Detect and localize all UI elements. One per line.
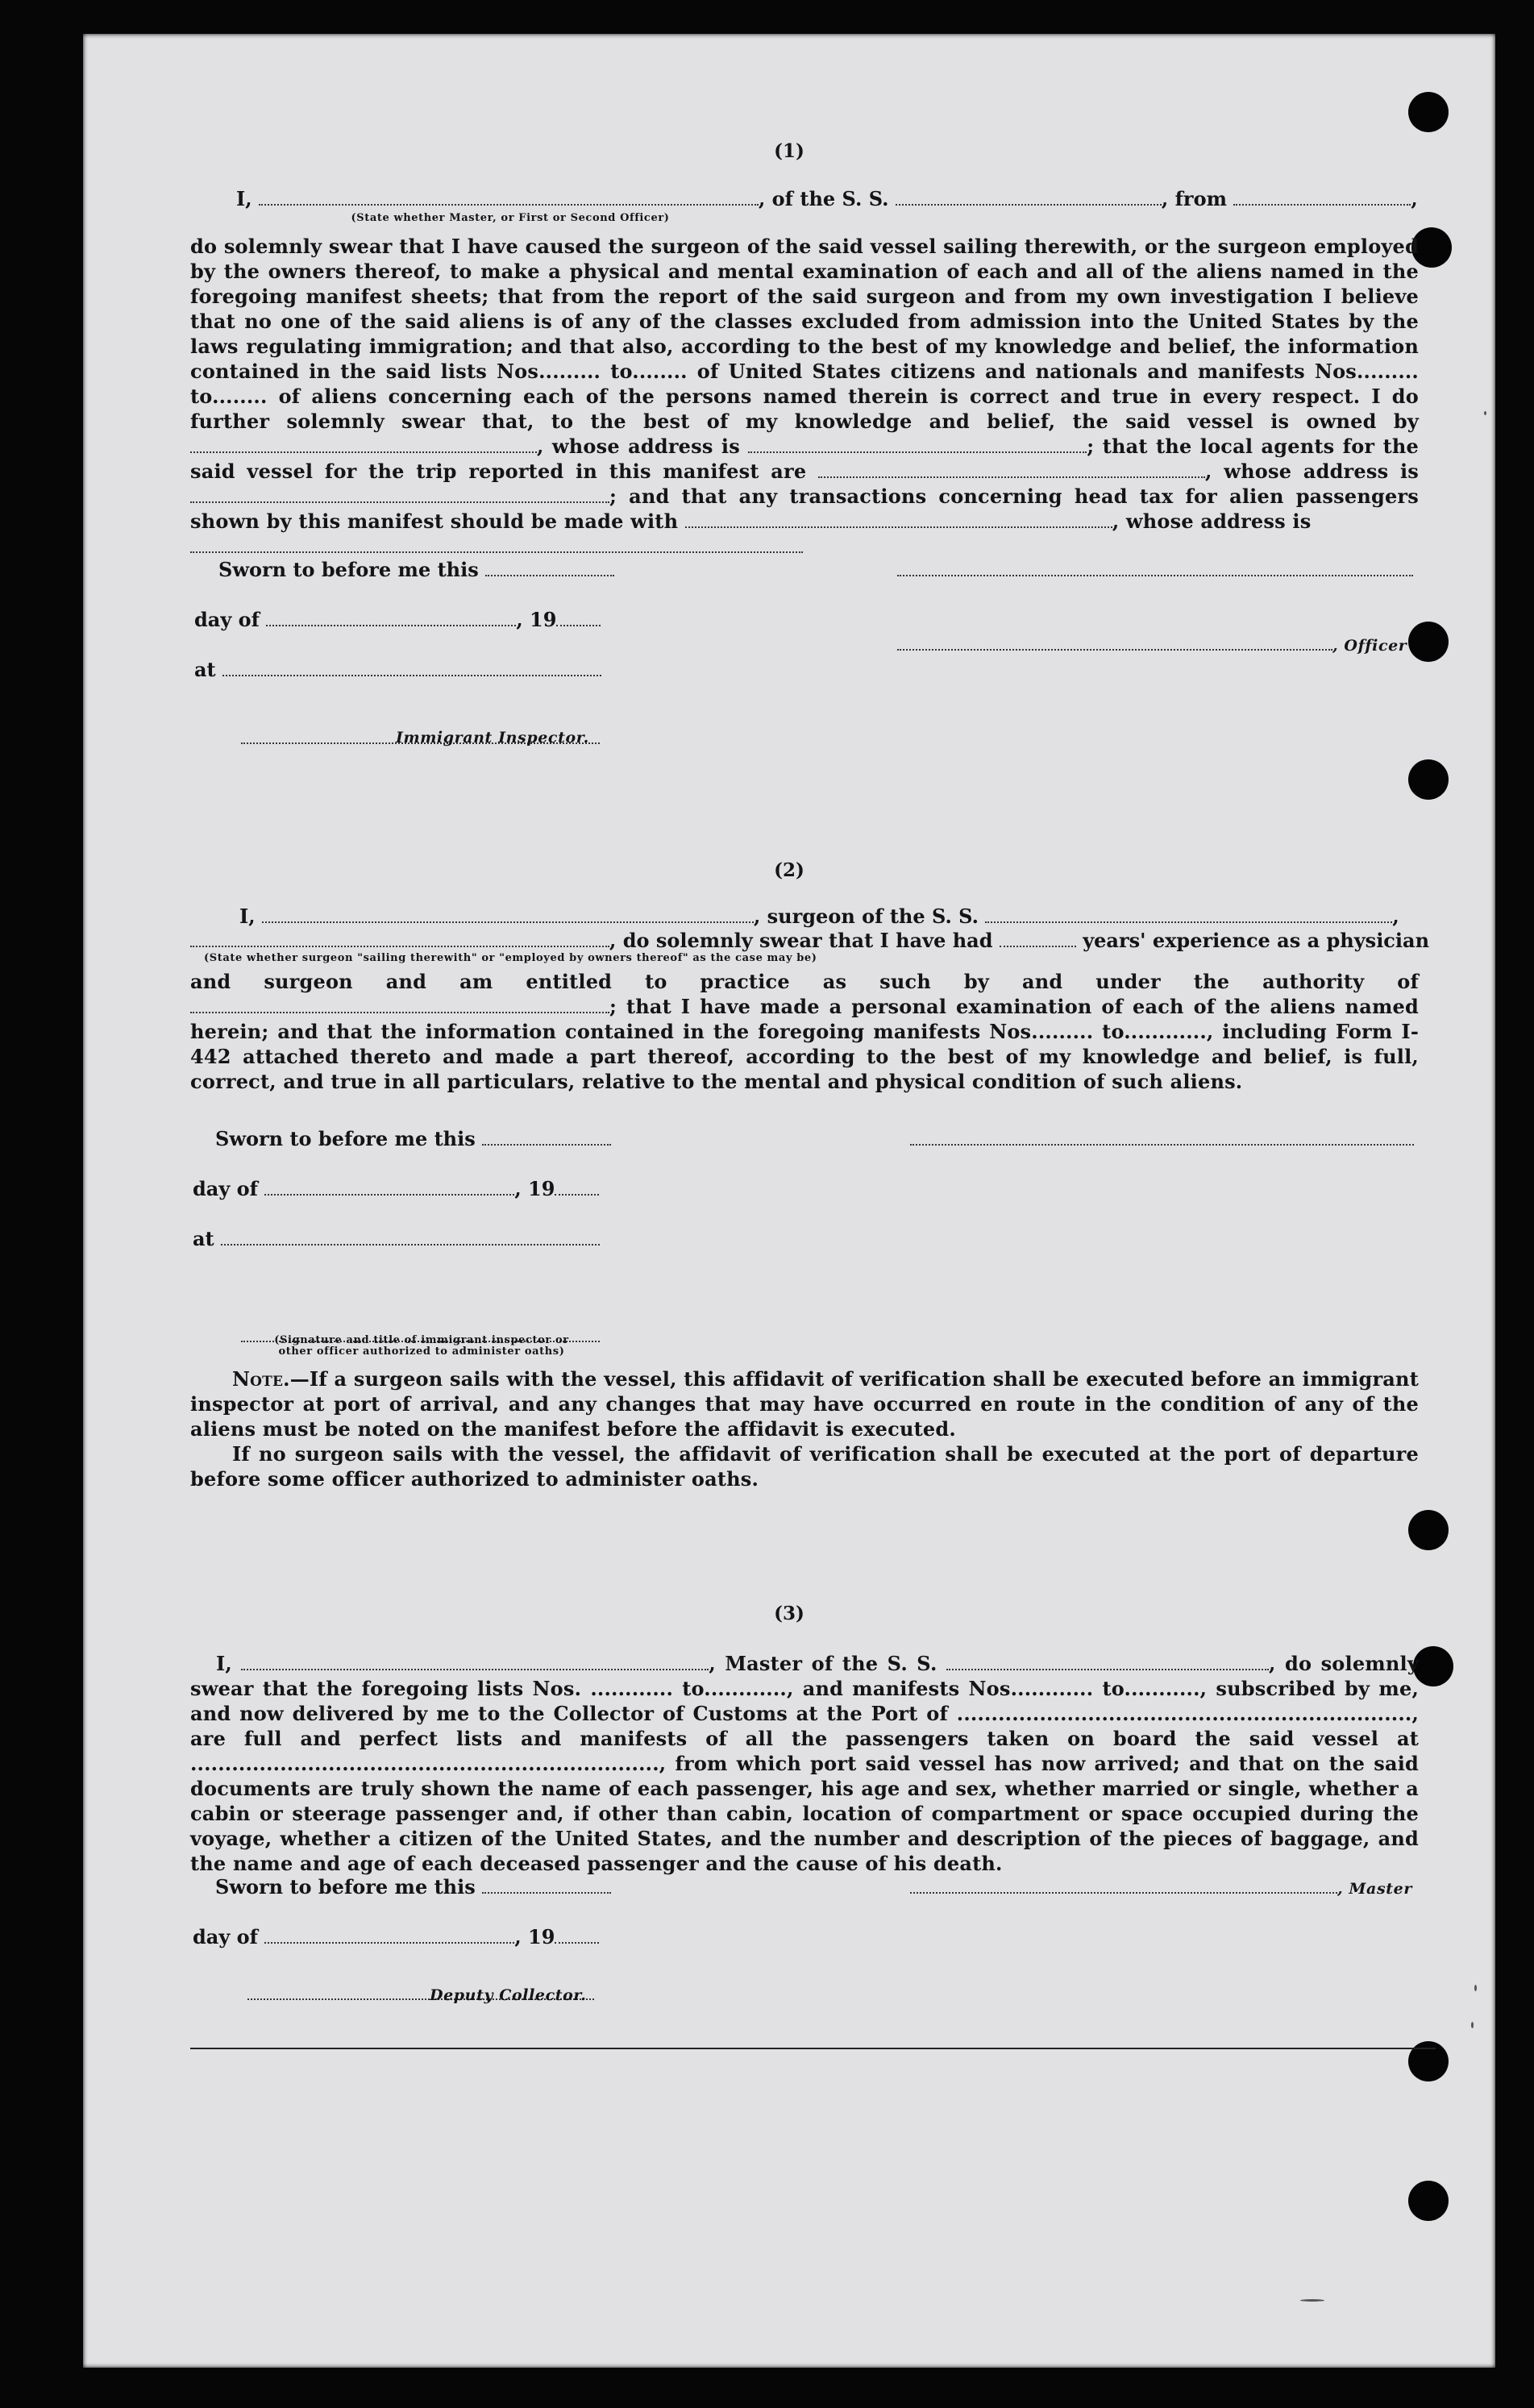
punch-hole [1408,2181,1449,2221]
year-prefix: , 19 [514,1925,555,1948]
day-of-label: day of [194,608,260,631]
day-blank [264,1926,514,1944]
agents-address-blank [190,485,609,503]
vessel-name-blank [946,1653,1269,1670]
scan-speck [1471,2022,1474,2028]
scan-speck [1300,2299,1324,2302]
section2-years: years' experience as a physician [1083,929,1430,952]
master-signature-line [910,1875,1412,1899]
officer-signature-line-1 [897,558,1413,581]
punch-hole [1408,759,1449,800]
section1-at [194,658,601,681]
section3-text-body: swear that the foregoing lists Nos. ............ to............, and manifests Nos............ to..........., subscribed by me, and now delivered by me to the Collector of Customs at the Port of .................................................................., are full and perfect lists and manifests of all the passengers taken on board the said vessel at ...................................................................., from which port said vessel has now arrived; and that on the said documents are truly shown the name of each passenger, his age and sex, whether married or single, whether a cabin or steerage passenger and, if other than cabin, location of compartment or space occupied during the voyage, whether a citizen of the United States, and the number and description of the pieces of baggage, and the name and age of each deceased passenger and the cause of his death. [190,1677,1419,1875]
section3-sworn [215,1875,611,1899]
year-prefix: , 19 [516,608,557,631]
headtax-blank [685,510,1112,528]
section1-first-line: I, , of the S. S. , from , [236,187,1418,210]
section3-solemnly: , do solemnly [1268,1652,1419,1675]
signature-blank [910,1876,1337,1894]
document-sheet [83,34,1495,2368]
note-text: —If a surgeon sails with the vessel, this affidavit of verification shall be executed before an immigrant inspector at port of arrival, and any changes that may have occurred en route in the condition of any of the aliens must be noted on the manifest before the affidavit is executed. [190,1367,1419,1441]
scan-speck [1484,411,1486,415]
section1-whose3: , whose address is [1112,509,1312,533]
punch-hole [1413,1646,1453,1686]
section2-sig-caption-1: (Signature and title of immigrant inspector or [274,1334,569,1346]
day-blank [264,1178,514,1196]
section2-number: (2) [774,859,804,881]
departure-port-blank [1233,188,1411,206]
sworn-date-blank [485,559,614,576]
section1-caption: (State whether Master, or First or Second Officer) [351,212,670,224]
section3-body [190,1651,1419,1876]
section2-caption: (State whether surgeon "sailing therewith" or "employed by owners thereof" as the case may be) [204,952,817,964]
day-blank [266,609,516,626]
vessel-name-blank [896,188,1162,206]
section1-day [194,608,601,631]
section1-whose: , whose address is [537,435,740,458]
sworn-label: Sworn to before me this [215,1875,476,1899]
section1-whose2: whose address is [1224,460,1419,483]
section2-text-a: and surgeon and am entitled to practice as such by and under the authority of [190,970,1419,993]
year-blank [556,609,601,626]
section2-second-line [190,929,1429,952]
deputy-collector-label: Deputy Collector. [430,1986,587,2004]
sworn-label: Sworn to before me this [218,558,479,581]
sworn-date-blank [482,1876,611,1894]
signature-blank [897,559,1413,576]
section1-sworn [218,558,614,581]
note-text-2: If no surgeon sails with the vessel, the affidavit of verification shall be executed at the port of departure before some officer authorized to administer oaths. [190,1442,1419,1491]
surgeon-type-blank [190,930,609,947]
section2-swear: , do solemnly swear that I have had [609,929,993,952]
section1-text-a: do solemnly swear that I have caused the surgeon of the said vessel sailing therewith, or the surgeon employed by the owners thereof, to make a physical and mental examination of each and all of the aliens named in the foregoing manifest sheets; that from the report of the said surgeon and from my own investigation I believe that no one of the said aliens is of any of the classes excluded from admission into the United States by the laws regulating immigration; and that also, according to the best of my knowledge and belief, the information contained in the said lists Nos......... to........ of United States citizens and nationals and manifests Nos......... to........ of aliens concerning each of the persons named therein is correct and true in every respect. I do further solemnly swear that, to the best of my knowledge and belief, the said vessel is owned by [190,235,1419,433]
section1-number: (1) [774,140,804,162]
section1-headtax: ; and that any transactions concerning head tax for alien passengers shown by this manifest should be made with [190,485,1419,533]
section2-day [193,1177,599,1200]
sworn-date-blank [482,1128,611,1146]
at-blank [221,1228,600,1246]
section3-i: I, [216,1652,232,1675]
year-blank [555,1926,599,1944]
section1-i: I, [236,187,252,210]
section1-body: do solemnly swear that I have caused the surgeon of the said vessel sailing therewith, or the surgeon employed by the owners thereof, to make a physical and mental examination of each and all of the aliens named in the foregoing manifest sheets; that from the report of the said surgeon and from my own investigation I believe that no one of the said aliens is of any of the classes excluded from admission into the United States by the laws regulating immigration; and that also, according to the best of my knowledge and belief, the information contained in the said lists Nos......... to........ of United States citizens and nationals and manifests Nos......... to........ of aliens concerning each of the persons named therein is correct and true in every respect. I do further solemnly swear that, to the best of my knowledge and belief, the said vessel is owned by , whose address is ; that the local agents for the said vessel for the trip reported in this manifest are , whose address is ; and that any transactions concerning head tax for alien passengers shown by this manifest should be made with , whose address is [190,234,1419,559]
master-name-blank [241,1653,709,1670]
officer-label: , Officer [1332,637,1407,655]
owner-blank [190,435,537,453]
punch-hole [1408,622,1449,662]
owner-address-blank [748,435,1087,453]
note-label: Note. [232,1367,290,1391]
master-label: , Master [1337,1880,1412,1898]
section2-body: and surgeon and am entitled to practice as such by and under the authority of ; that I have made a personal examination of each of the aliens named herein; and that the information contained in the foregoing manifests Nos......... to............, including Form I-442 attached thereto and made a part thereof, according to the best of my knowledge and belief, is full, correct, and true in all particulars, relative to the mental and physical condition of such aliens. [190,970,1419,1093]
section2-text-b: that I have made a personal examination of each of the aliens named herein; and that the information contained in the foregoing manifests Nos......... to............, including Form I-442 attached thereto and made a part thereof, according to the best of my knowledge and belief, is full, correct, and true in all particulars, relative to the mental and physical condition of such aliens. [190,995,1419,1093]
sworn-label: Sworn to before me this [215,1127,476,1150]
section2-sig-caption-2: other officer authorized to administer oaths) [278,1345,565,1358]
year-blank [555,1178,599,1196]
section3-number: (3) [774,1603,804,1624]
scan-speck [1474,1985,1477,1991]
at-label: at [193,1227,214,1250]
agents-blank [818,460,1205,478]
day-of-label: day of [193,1925,258,1948]
at-label: at [194,658,216,681]
section2-sworn [215,1127,611,1150]
authority-blank [190,996,609,1013]
section1-of-ss: , of the S. S. [758,187,889,210]
year-prefix: , 19 [514,1177,555,1200]
section1-from: , from [1161,187,1227,210]
years-blank [1000,930,1076,947]
section1-agents: that the local agents for the said vessel for the trip reported in this manifest are [190,435,1419,483]
inspector-label: Immigrant Inspector. [396,729,589,747]
section2-i: I, [239,905,256,928]
day-of-label: day of [193,1177,258,1200]
surgeon-name-blank [262,905,754,923]
officer-signature-line-2 [897,632,1407,655]
section3-master-of: , Master of the S. S. [709,1652,937,1675]
headtax-address-blank [190,535,803,553]
section2-surgeon-of: , surgeon of the S. S. [753,905,979,928]
punch-hole [1408,1510,1449,1550]
punch-hole [1408,92,1449,132]
vessel-name-blank [985,905,1392,923]
signature-blank [910,1128,1414,1146]
section2-at [193,1227,600,1250]
at-blank [222,659,601,676]
section2-note [190,1366,1419,1491]
officer-title-blank [259,188,759,206]
bottom-rule [190,2048,1436,2049]
section3-day [193,1925,599,1948]
surgeon-signature-line [910,1127,1414,1150]
section2-first-line: I, , surgeon of the S. S. , [239,905,1399,928]
signature-blank [897,633,1332,651]
